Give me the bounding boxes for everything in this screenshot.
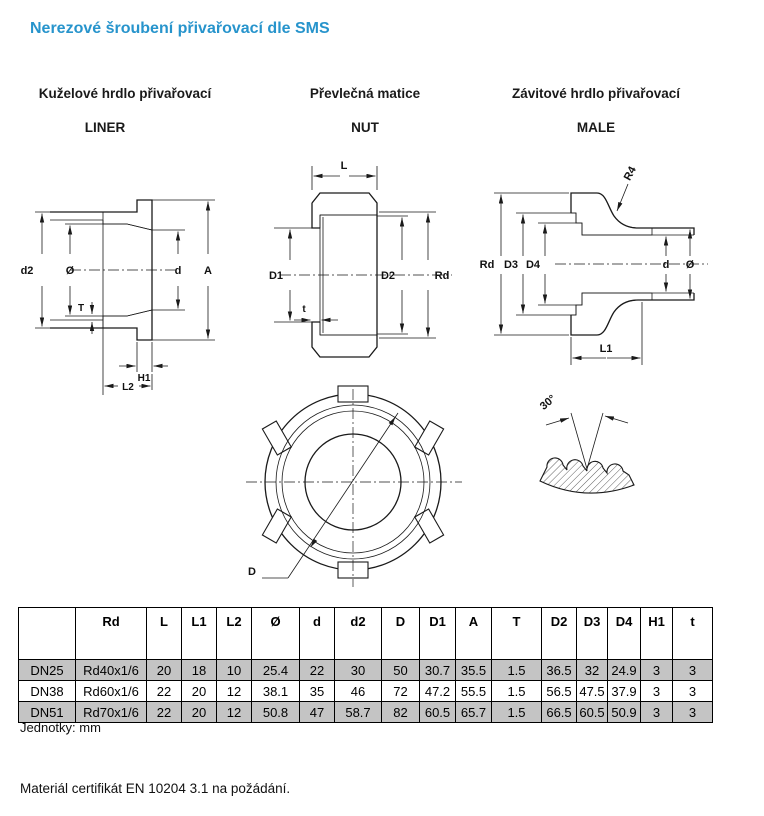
thread-detail-drawing xyxy=(520,385,660,495)
table-cell: 3 xyxy=(641,681,673,702)
section-sub-male: MALE xyxy=(576,120,616,135)
table-cell: 20 xyxy=(182,681,217,702)
table-cell: 25.4 xyxy=(252,660,300,681)
male-dim-D3: D3 xyxy=(503,259,519,271)
nut-front-view-drawing xyxy=(230,385,470,595)
nut-front-dim-D: D xyxy=(248,566,256,578)
table-cell: 32 xyxy=(577,660,608,681)
table-cell: 10 xyxy=(217,660,252,681)
section-heading-male: Závitové hrdlo přivařovací xyxy=(511,86,681,101)
table-cell: Rd40x1/6 xyxy=(76,660,147,681)
table-row-dn25 xyxy=(19,660,713,681)
liner-dim-T: T xyxy=(77,303,85,314)
table-cell: 58.7 xyxy=(335,702,382,723)
table-cell: DN38 xyxy=(19,681,76,702)
table-row-dn38 xyxy=(19,681,713,702)
table-cell: 3 xyxy=(673,681,713,702)
table-cell: 50.9 xyxy=(608,702,641,723)
column-header: d xyxy=(300,608,335,660)
column-header: Rd xyxy=(76,608,147,660)
nut-dim-D2: D2 xyxy=(380,270,396,282)
table-cell: 12 xyxy=(217,702,252,723)
liner-dim-d2: d2 xyxy=(20,265,34,277)
table-cell: 18 xyxy=(182,660,217,681)
table-cell: 50.8 xyxy=(252,702,300,723)
column-header: t xyxy=(673,608,713,660)
table-cell: 72 xyxy=(382,681,420,702)
table-cell: 35 xyxy=(300,681,335,702)
column-header: A xyxy=(456,608,492,660)
table-cell: 38.1 xyxy=(252,681,300,702)
column-header: D4 xyxy=(608,608,641,660)
liner-dim-diameter: Ø xyxy=(65,265,75,277)
nut-dim-L: L xyxy=(340,160,348,172)
section-sub-liner: LINER xyxy=(84,120,126,135)
table-cell: Rd70x1/6 xyxy=(76,702,147,723)
units-note: Jednotky: mm xyxy=(20,720,101,735)
male-dim-Rd: Rd xyxy=(479,259,495,271)
column-header: d2 xyxy=(335,608,382,660)
table-cell: 22 xyxy=(300,660,335,681)
table-cell: 1.5 xyxy=(492,660,542,681)
table-cell: 35.5 xyxy=(456,660,492,681)
liner-dim-H1: H1 xyxy=(137,373,151,384)
table-cell: 30.7 xyxy=(420,660,456,681)
table-cell: 60.5 xyxy=(577,702,608,723)
table-cell: 1.5 xyxy=(492,681,542,702)
table-header-row xyxy=(19,608,713,660)
column-header: Ø xyxy=(252,608,300,660)
page-title: Nerezové šroubení přivařovací dle SMS xyxy=(30,20,330,37)
table-cell: 82 xyxy=(382,702,420,723)
table-cell: 60.5 xyxy=(420,702,456,723)
table-cell: 56.5 xyxy=(542,681,577,702)
nut-dim-t: t xyxy=(302,304,306,315)
column-header: L1 xyxy=(182,608,217,660)
table-cell: 12 xyxy=(217,681,252,702)
table-cell: 65.7 xyxy=(456,702,492,723)
column-header: D3 xyxy=(577,608,608,660)
liner-section-drawing xyxy=(15,150,235,400)
column-header: L xyxy=(147,608,182,660)
dimensions-table xyxy=(18,607,713,723)
male-dim-diameter: Ø xyxy=(685,259,695,271)
table-cell: 47 xyxy=(300,702,335,723)
column-header xyxy=(19,608,76,660)
table-cell: 24.9 xyxy=(608,660,641,681)
table-cell: 22 xyxy=(147,702,182,723)
table-cell: 3 xyxy=(641,660,673,681)
table-row-dn51 xyxy=(19,702,713,723)
table-cell: 55.5 xyxy=(456,681,492,702)
section-heading-nut: Převlečná matice xyxy=(309,86,421,101)
material-note: Materiál certifikát EN 10204 3.1 na požádání. xyxy=(20,781,291,796)
column-header: D xyxy=(382,608,420,660)
table-cell: 22 xyxy=(147,681,182,702)
nut-dim-D1: D1 xyxy=(268,270,284,282)
liner-dim-L2: L2 xyxy=(122,382,134,393)
liner-dim-d: d xyxy=(174,265,182,277)
male-dim-d: d xyxy=(662,259,670,271)
table-cell: 50 xyxy=(382,660,420,681)
table-cell: 47.2 xyxy=(420,681,456,702)
table-cell: 37.9 xyxy=(608,681,641,702)
section-heading-liner: Kuželové hrdlo přivařovací xyxy=(38,86,212,101)
table-cell: 3 xyxy=(641,702,673,723)
male-dim-L1: L1 xyxy=(599,343,613,355)
table-cell: Rd60x1/6 xyxy=(76,681,147,702)
table-cell: 20 xyxy=(147,660,182,681)
table-cell: DN25 xyxy=(19,660,76,681)
male-dim-R4: R4 xyxy=(621,164,639,183)
table-cell: 46 xyxy=(335,681,382,702)
thread-detail-angle: 30° xyxy=(537,392,559,413)
column-header: D1 xyxy=(420,608,456,660)
table-cell: 30 xyxy=(335,660,382,681)
table-cell: DN51 xyxy=(19,702,76,723)
table-cell: 3 xyxy=(673,702,713,723)
section-sub-nut: NUT xyxy=(351,120,379,135)
nut-section-drawing xyxy=(260,150,460,400)
male-dim-D4: D4 xyxy=(525,259,541,271)
column-header: T xyxy=(492,608,542,660)
table-cell: 66.5 xyxy=(542,702,577,723)
column-header: L2 xyxy=(217,608,252,660)
table-cell: 36.5 xyxy=(542,660,577,681)
table-cell: 3 xyxy=(673,660,713,681)
liner-dim-A: A xyxy=(204,265,212,277)
nut-dim-Rd: Rd xyxy=(434,270,450,282)
table-cell: 20 xyxy=(182,702,217,723)
male-section-drawing xyxy=(470,150,760,395)
column-header: H1 xyxy=(641,608,673,660)
table-cell: 1.5 xyxy=(492,702,542,723)
table-cell: 47.5 xyxy=(577,681,608,702)
column-header: D2 xyxy=(542,608,577,660)
